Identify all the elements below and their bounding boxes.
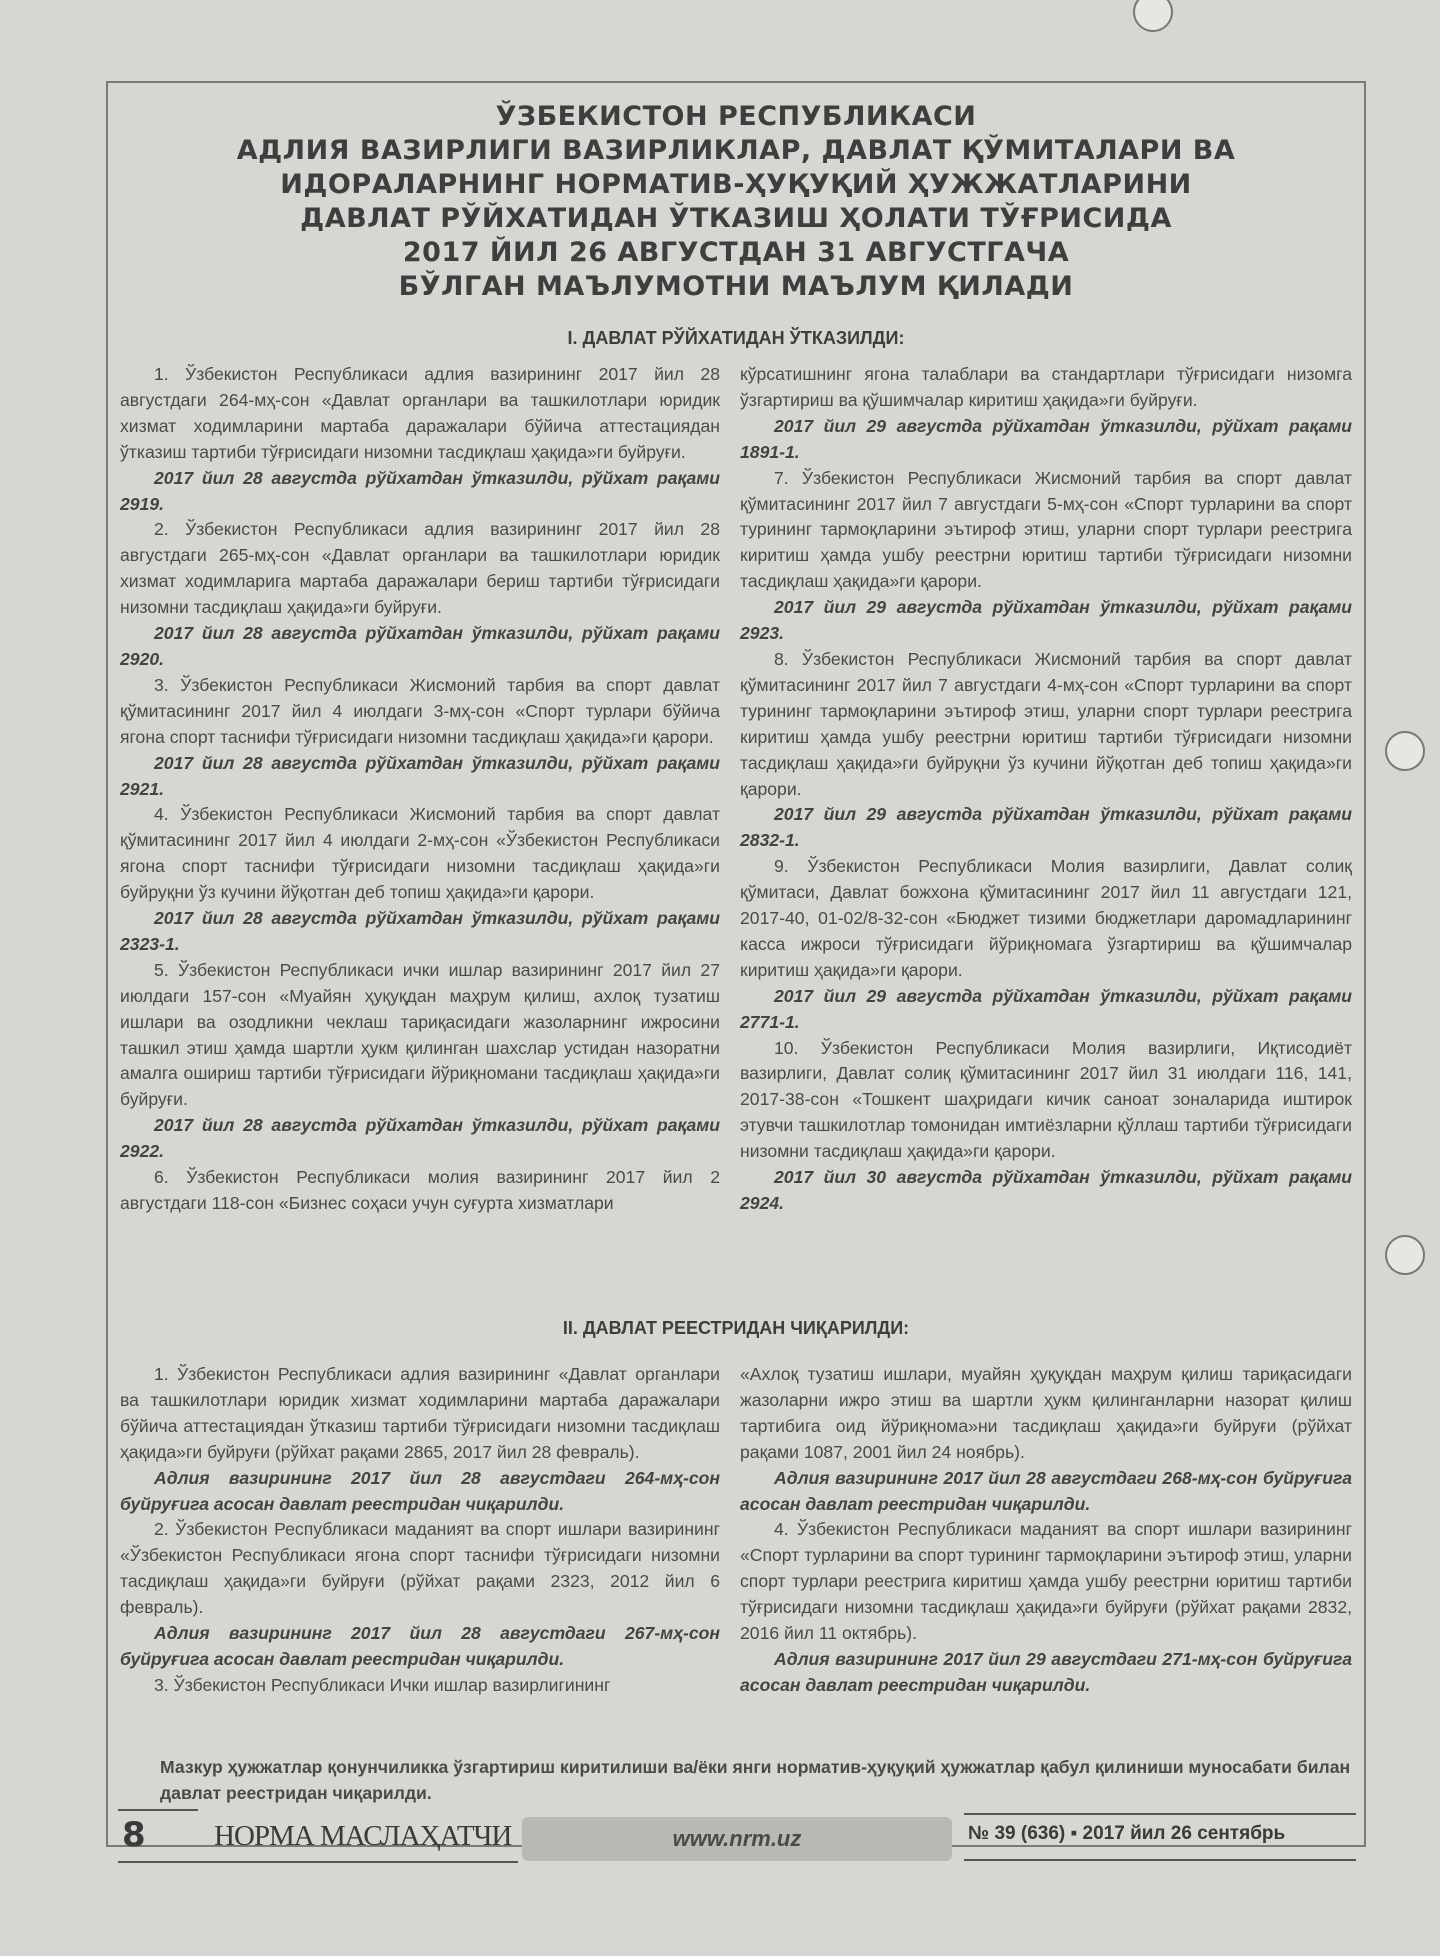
document-entry: 10. Ўзбекистон Республикаси Молия вазирлиги, Иқтисодиёт вазирлиги, Давлат солиқ қўмитасининг 2017 йил 31 июлдаги 116, 141, 2017-38-сон «Тошкент шаҳридаги кичик саноат зоналарида иштирок этувчи ташкилотлар томонидан имтиёзларни қўллаш тартиби тўғрисидаги низомни тасдиқлаш ҳақида»ги қарори. — [740, 1037, 1352, 1162]
registration-note: 2017 йил 28 августда рўйхатдан ўтказилди, рўйхат рақами 2920. — [120, 623, 720, 669]
section-1-heading: I. ДАВЛАТ РЎЙХАТИДАН ЎТКАЗИЛДИ: — [567, 328, 905, 348]
title-line: АДЛИЯ ВАЗИРЛИГИ ВАЗИРЛИКЛАР, ДАВЛАТ ҚЎМИТАЛАРИ ВА — [236, 135, 1236, 166]
footer-rule — [118, 1809, 198, 1811]
registration-note: 2017 йил 28 августда рўйхатдан ўтказилди, рўйхат рақами 2919. — [120, 467, 720, 514]
section-2-heading: II. ДАВЛАТ РЕЕСТРИДАН ЧИҚАРИЛДИ: — [562, 1318, 910, 1338]
footer-rule — [118, 1861, 518, 1863]
section-1-left-column — [120, 362, 720, 1217]
article-title — [106, 100, 1366, 304]
document-entry: 9. Ўзбекистон Республикаси Молия вазирлиги, Давлат солиқ қўмитаси, Давлат божхона қўмитасининг 2017 йил 11 августдаги 121, 2017-40, 01-02/8-32-сон «Бюджет тизими бюджетлари даромадларининг касса ижроси тўғрисидаги йўриқномага ўзгартириш ва қўшимчалар киритиш ҳақида»ги қарори. — [740, 856, 1352, 980]
page-footer — [118, 1805, 1358, 1865]
section-2-right-column — [740, 1362, 1352, 1699]
registration-note: 2017 йил 28 августда рўйхатдан ўтказилди, рўйхат рақами 2921. — [120, 752, 720, 799]
registration-note: 2017 йил 29 августда рўйхатдан ўтказилди, рўйхат рақами 2771-1. — [740, 985, 1352, 1032]
footer-rule — [964, 1813, 1356, 1815]
website-url: www.nrm.uz — [522, 1817, 952, 1861]
title-line: 2017 ЙИЛ 26 АВГУСТДАН 31 АВГУСТГАЧА — [402, 237, 1070, 268]
document-entry: 3. Ўзбекистон Республикаси Ички ишлар вазирлигининг — [154, 1674, 611, 1695]
document-entry: 4. Ўзбекистон Республикаси Жисмоний тарбия ва спорт давлат қўмитасининг 2017 йил 4 июлдаги 2-мҳ-сон «Ўзбекистон Республикаси ягона спорт таснифи тўғрисидаги низомни тасдиқлаш ҳақида»ги буйруқни ўз кучини йўқотган деб топиш ҳақида»ги қарори. — [120, 804, 720, 903]
document-entry: 2. Ўзбекистон Республикаси адлия вазирининг 2017 йил 28 августдаги 265-мҳ-сон «Давлат органлари ва ташкилотлари юридик хизмат ходимларига мартаба даражалари бериш тартиби тўғрисидаги низомни тасдиқлаш ҳақида»ги буйруғи. — [120, 519, 720, 618]
document-entry: 5. Ўзбекистон Республикаси ички ишлар вазирининг 2017 йил 27 июлдаги 157-сон «Муайян ҳуқуқдан маҳрум қилиш, ахлоқ тузатиш ишлари ва озодликни чеклаш тариқасидаги жазоларнинг ижросини ташкил этиш ҳамда шартли ҳукм қилинган шахслар устидан назоратни амалга ошириш тартиби тўғрисидаги йўриқномани тасдиқлаш ҳақида»ги буйруғи. — [120, 959, 720, 1110]
registration-note: 2017 йил 28 августда рўйхатдан ўтказилди, рўйхат рақами 2922. — [120, 1115, 720, 1162]
document-entry: 7. Ўзбекистон Республикаси Жисмоний тарбия ва спорт давлат қўмитасининг 2017 йил 7 августдаги 5-мҳ-сон «Спорт турларини ва спорт турининг тармоқларини эътироф этиш, уларни спорт турлари реестрига киритиш ҳамда ушбу реестрни юритиш тартиби тўғрисидаги низомни тасдиқлаш ҳақида»ги қарори. — [740, 467, 1352, 592]
punch-hole — [1385, 731, 1425, 771]
registration-note: 2017 йил 28 августда рўйхатдан ўтказилди, рўйхат рақами 2323-1. — [120, 908, 720, 954]
registration-note: Адлия вазирининг 2017 йил 28 августдаги 267-мҳ-сон буйруғига асосан давлат реестридан чиқарилди. — [120, 1623, 720, 1669]
title-line: ЎЗБЕКИСТОН РЕСПУБЛИКАСИ — [495, 101, 977, 132]
registration-note: 2017 йил 30 августда рўйхатдан ўтказилди, рўйхат рақами 2924. — [740, 1167, 1352, 1213]
masthead-logo: НОРМА МАСЛАҲАТЧИ — [214, 1820, 512, 1852]
document-entry: 4. Ўзбекистон Республикаси маданият ва спорт ишлари вазирининг «Спорт турларини ва спорт турининг тармоқларини эътироф этиш, уларни спорт турлари реестрига киритиш ҳамда ушбу реестрни юритиш тартиби тўғрисидаги низомни тасдиқлаш ҳақида»ги буйруғи (рўйхат рақами 2832, 2016 йил 11 октябрь). — [740, 1519, 1352, 1644]
title-line: БЎЛГАН МАЪЛУМОТНИ МАЪЛУМ ҚИЛАДИ — [398, 271, 1074, 302]
punch-hole — [1385, 1235, 1425, 1275]
document-entry: 1. Ўзбекистон Республикаси адлия вазирининг 2017 йил 28 августдаги 264-мҳ-сон «Давлат органлари ва ташкилотлари юридик хизмат ходимларини мартаба даражалари бўйича аттестациядан ўтказиш тартиби тўғрисидаги низомни тасдиқлаш ҳақида»ги буйруғи. — [120, 364, 720, 462]
document-entry: 3. Ўзбекистон Республикаси Жисмоний тарбия ва спорт давлат қўмитасининг 2017 йил 4 июлдаги 3-мҳ-сон «Спорт турлари бўйича ягона спорт таснифи тўғрисидаги низомни тасдиқлаш ҳақида»ги қарори. — [120, 674, 720, 747]
document-entry: 8. Ўзбекистон Республикаси Жисмоний тарбия ва спорт давлат қўмитасининг 2017 йил 7 августдаги 4-мҳ-сон «Спорт турларини ва спорт турининг тармоқларини эътироф этиш, уларни спорт турлари реестрига киритиш ҳамда ушбу реестрни юритиш тартиби тўғрисидаги низомни тасдиқлаш ҳақида»ги буйруқни ўз кучини йўқотган деб топиш ҳақида»ги қарори. — [740, 648, 1352, 799]
registration-note: 2017 йил 29 августда рўйхатдан ўтказилди, рўйхат рақами 2923. — [740, 597, 1352, 644]
registration-note: Адлия вазирининг 2017 йил 28 августдаги 268-мҳ-сон буйруғига асосан давлат реестридан чиқарилди. — [740, 1467, 1352, 1514]
page-number: 8 — [122, 1815, 146, 1855]
document-entry: 1. Ўзбекистон Республикаси адлия вазирининг «Давлат органлари ва ташкилотлари юридик хизмат ходимларини мартаба даражалари бўйича аттестациядан ўтказиш тартиби тўғрисидаги низомни тасдиқлаш ҳақида»ги буйруғи (рўйхат рақами 2865, 2017 йил 28 февраль). — [120, 1364, 720, 1462]
document-entry: кўрсатишнинг ягона талаблари ва стандартлари тўғрисидаги низомга ўзгартириш ва қўшимчалар киритиш ҳақида»ги буйруғи. — [740, 364, 1352, 410]
title-line: ИДОРАЛАРНИНГ НОРМАТИВ-ҲУҚУҚИЙ ҲУЖЖАТЛАРИНИ — [280, 169, 1192, 200]
footer-rule — [964, 1859, 1356, 1861]
closing-note: Мазкур ҳужжатлар қонунчиликка ўзгартириш киритилиши ва/ёки янги норматив-ҳуқуқий ҳужжатлар қабул қилиниши муносабати билан давлат реестридан чиқарилди. — [160, 1757, 1351, 1803]
title-line: ДАВЛАТ РЎЙХАТИДАН ЎТКАЗИШ ҲОЛАТИ ТЎҒРИСИДА — [300, 203, 1172, 234]
document-entry: 6. Ўзбекистон Республикаси молия вазирининг 2017 йил 2 августдаги 118-сон «Бизнес соҳаси учун суғурта хизматлари — [120, 1167, 720, 1213]
registration-note: 2017 йил 29 августда рўйхатдан ўтказилди, рўйхат рақами 2832-1. — [740, 804, 1352, 851]
document-entry: 2. Ўзбекистон Республикаси маданият ва спорт ишлари вазирининг «Ўзбекистон Республикаси ягона спорт таснифи тўғрисидаги низомни тасдиқлаш ҳақида»ги буйруғи (рўйхат рақами 2323, 2012 йил 6 февраль). — [120, 1519, 720, 1618]
issue-info: № 39 (636) ▪ 2017 йил 26 сентябрь — [968, 1823, 1286, 1844]
registration-note: Адлия вазирининг 2017 йил 28 августдаги 264-мҳ-сон буйруғига асосан давлат реестридан чиқарилди. — [120, 1467, 720, 1514]
punch-hole — [1133, 0, 1173, 32]
registration-note: Адлия вазирининг 2017 йил 29 августдаги 271-мҳ-сон буйруғига асосан давлат реестридан чиқарилди. — [740, 1648, 1352, 1695]
section-2-left-column — [120, 1362, 720, 1699]
registration-note: 2017 йил 29 августда рўйхатдан ўтказилди, рўйхат рақами 1891-1. — [740, 415, 1352, 462]
section-1-right-column — [740, 362, 1352, 1217]
document-entry: «Ахлоқ тузатиш ишлари, муайян ҳуқуқдан маҳрум қилиш тариқасидаги жазоларни ижро этиш ва шартли ҳукм қилинганларни назорат қилиш тартибига оид йўриқнома»ни тасдиқлаш ҳақида»ги буйруғи (рўйхат рақами 1087, 2001 йил 24 ноябрь). — [740, 1364, 1352, 1462]
